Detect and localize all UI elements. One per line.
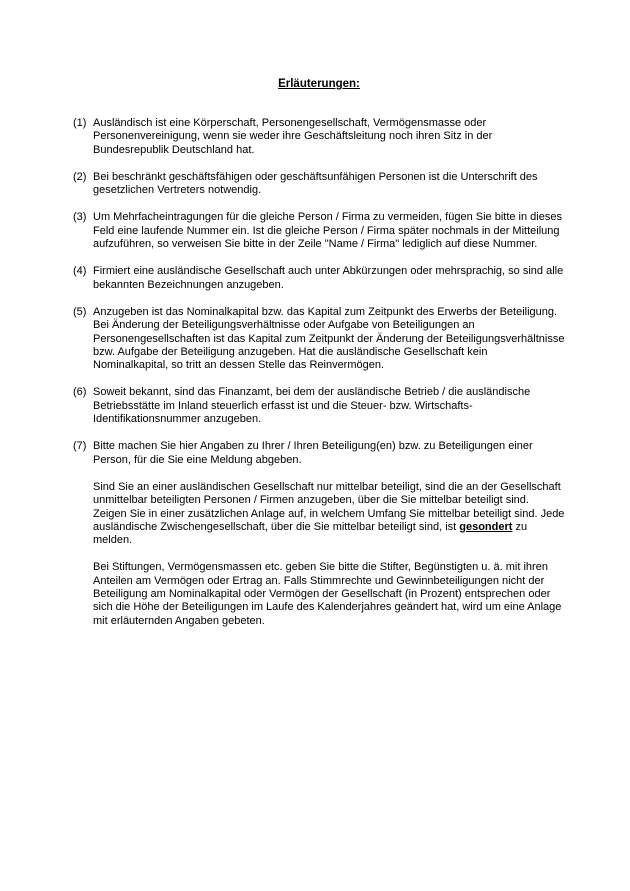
item-body — [93, 117, 565, 157]
explanation-item — [73, 117, 565, 157]
paragraph-text: Anzugeben ist das Nominalkapital bzw. das Kapital zum Zeitpunkt des Erwerbs der Beteiligung. Bei Änderung der Beteiligungsverhältnisse oder Aufgabe von Beteiligungen an Personengesellschaften ist das Kapital zum Zeitpunkt der Änderung der Beteiligungsverhältnisse bzw. Aufgabe der Beteiligung anzugeben. Hat die ausländische Gesellschaft kein Nominalkapital, so tritt an dessen Stelle das Reinvermögen. — [93, 305, 565, 372]
paragraph-text: Ausländisch ist eine Körperschaft, Personengesellschaft, Vermögensmasse oder Personenvereinigung, wenn sie weder ihre Geschäftsleitung noch ihren Sitz in der Bundesrepublik Deutschland hat. — [93, 117, 493, 156]
item-paragraph — [93, 211, 565, 251]
explanations-list — [73, 117, 565, 628]
paragraph-text: Bitte machen Sie hier Angaben zu Ihrer / Ihren Beteiligung(en) bzw. zu Beteiligungen einer Person, für die Sie eine Meldung abgeben. — [93, 440, 533, 466]
item-body — [93, 386, 565, 426]
explanation-item — [73, 440, 565, 628]
item-paragraph — [93, 265, 565, 292]
explanation-item — [73, 171, 565, 198]
item-number: (7) — [73, 440, 87, 453]
item-number: (4) — [73, 265, 87, 278]
item-body — [93, 211, 565, 251]
paragraph-text: Sind Sie an einer ausländischen Gesellschaft nur mittelbar beteiligt, sind die an der Gesellschaft unmittelbar beteiligten Personen / Firmen anzugeben, über die Sie mittelbar beteiligt sind. Zeigen Sie in einer zusätzlichen Anlage auf, in welchem Umfang Sie mittelbar beteiligt sind. Jede ausländische Zwischengesellschaft, über die Sie mittelbar beteiligt sind, ist — [93, 480, 565, 533]
paragraph-text: Soweit bekannt, sind das Finanzamt, bei dem der ausländische Betrieb / die ausländische Betriebsstätte im Inland steuerlich erfasst ist und die Steuer- bzw. Wirtschafts-Identifikationsnummer anzugeben. — [93, 386, 531, 426]
explanation-item — [73, 306, 565, 372]
item-body — [93, 440, 565, 628]
item-body — [93, 171, 565, 198]
item-paragraph — [93, 306, 565, 372]
item-paragraph — [93, 171, 565, 198]
document-content — [73, 78, 565, 642]
item-paragraph — [93, 481, 565, 547]
item-paragraph — [93, 386, 565, 426]
item-number: (1) — [73, 117, 87, 129]
paragraph-text: Firmiert eine ausländische Gesellschaft auch unter Abkürzungen oder mehrsprachig, so sind alle bekannten Bezeichnungen anzugeben. — [93, 265, 564, 291]
item-paragraph — [93, 117, 565, 157]
page-title: Erläuterungen: — [278, 78, 360, 90]
paragraph-text: zu melden. — [93, 520, 528, 547]
item-number: (3) — [73, 211, 87, 224]
item-body — [93, 306, 565, 372]
item-number: (6) — [73, 386, 87, 399]
explanation-item — [73, 265, 565, 292]
item-paragraph — [93, 561, 565, 627]
item-paragraph — [93, 440, 565, 467]
paragraph-text: Um Mehrfacheintragungen für die gleiche Person / Firma zu vermeiden, fügen Sie bitte in dieses Feld eine laufende Nummer ein. Ist die gleiche Person / Firma später nochmals in der Mitteilung aufzuführen, so verweisen Sie bitte in der Zeile "Name / Firma" lediglich auf diese Nummer. — [93, 211, 562, 251]
emphasized-text: gesondert — [459, 520, 513, 533]
paragraph-text: Bei beschränkt geschäftsfähigen oder geschäftsunfähigen Personen ist die Unterschrift des gesetzlichen Vertreters notwendig. — [93, 170, 538, 197]
item-number: (5) — [73, 305, 87, 318]
paragraph-text: Bei Stiftungen, Vermögensmassen etc. geben Sie bitte die Stifter, Begünstigten u. ä. mit ihren Anteilen am Vermögen oder Ertrag an. Falls Stimmrechte und Gewinnbeteiligungen nicht der Beteiligung am Nominalkapital oder Vermögen der Gesellschaft (in Prozent) entsprechen oder sich die Höhe der Beteiligungen im Laufe des Kalenderjahres geändert hat, wird um eine Anlage mit erläuternden Angaben gebeten. — [93, 561, 562, 627]
item-body — [93, 265, 565, 292]
explanation-item — [73, 211, 565, 251]
explanation-item — [73, 386, 565, 426]
item-number: (2) — [73, 170, 87, 183]
